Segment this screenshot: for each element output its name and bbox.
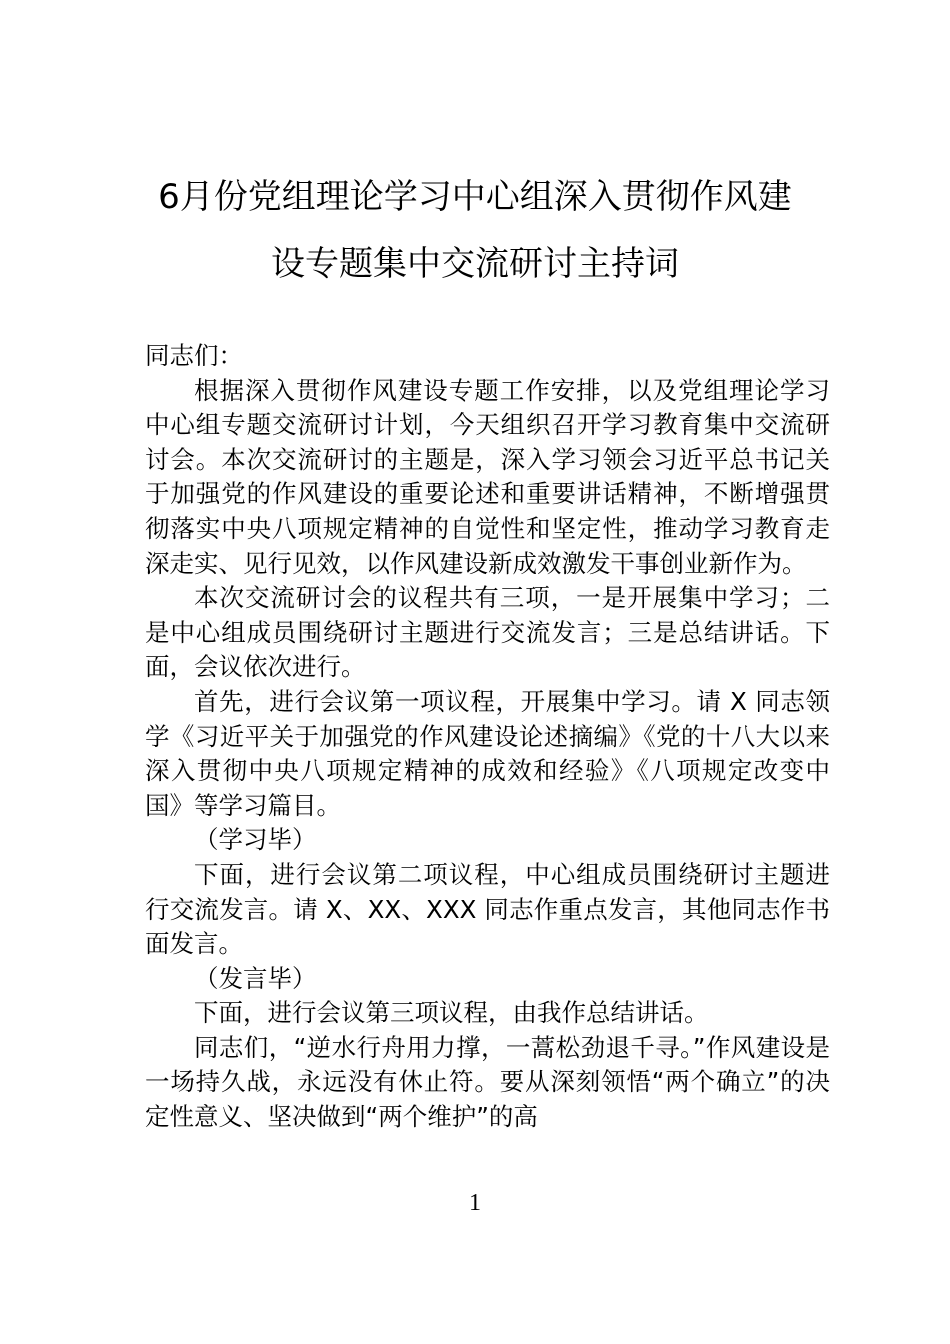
paragraph-item-three: 下面，进行会议第三项议程，由我作总结讲话。 xyxy=(194,998,709,1028)
paragraph-item-two: 下面，进行会议第二项议程，中心组成员围绕研讨主题进行交流发言。请 X、XX、XXX 同志作重点发言，其他同志作书面发言。 xyxy=(145,859,830,959)
salutation: 同志们： xyxy=(145,341,243,370)
document-title-line-1: 6月份党组理论学习中心组深入贯彻作风建 xyxy=(158,177,792,217)
document-body xyxy=(145,339,830,1135)
paragraph-item-one: 首先，进行会议第一项议程，开展集中学习。请 X 同志领学《习近平关于加强党的作风建设论述摘编》《党的十八大以来深入贯彻中央八项规定精神的成效和经验》《八项规定改变中国》等学习篇目。 xyxy=(145,686,830,820)
note-speech-finished: （发言毕） xyxy=(194,963,317,993)
note-study-finished: （学习毕） xyxy=(194,825,317,855)
paragraph-agenda: 本次交流研讨会的议程共有三项，一是开展集中学习；二是中心组成员围绕研讨主题进行交流发言；三是总结讲话。下面，会议依次进行。 xyxy=(145,583,830,682)
page-number: 1 xyxy=(469,1190,481,1216)
paragraph-summary: 同志们，“逆水行舟用力撑，一蒿松劲退千寻。”作风建设是一场持久战，永远没有休止符。要从深刻领悟“两个确立”的决定性意义、坚决做到“两个维护”的高 xyxy=(145,1032,830,1132)
document-title-line-2: 设专题集中交流研讨主持词 xyxy=(271,244,679,284)
paragraph-opening: 根据深入贯彻作风建设专题工作安排，以及党组理论学习中心组专题交流研讨计划，今天组织召开学习教育集中交流研讨会。本次交流研讨的主题是，深入学习领会习近平总书记关于加强党的作风建设的重要论述和重要讲话精神，不断增强贯彻落实中央八项规定精神的自觉性和坚定性，推动学习教育走深走实、见行见效，以作风建设新成效激发干事创业新作为。 xyxy=(145,375,830,578)
